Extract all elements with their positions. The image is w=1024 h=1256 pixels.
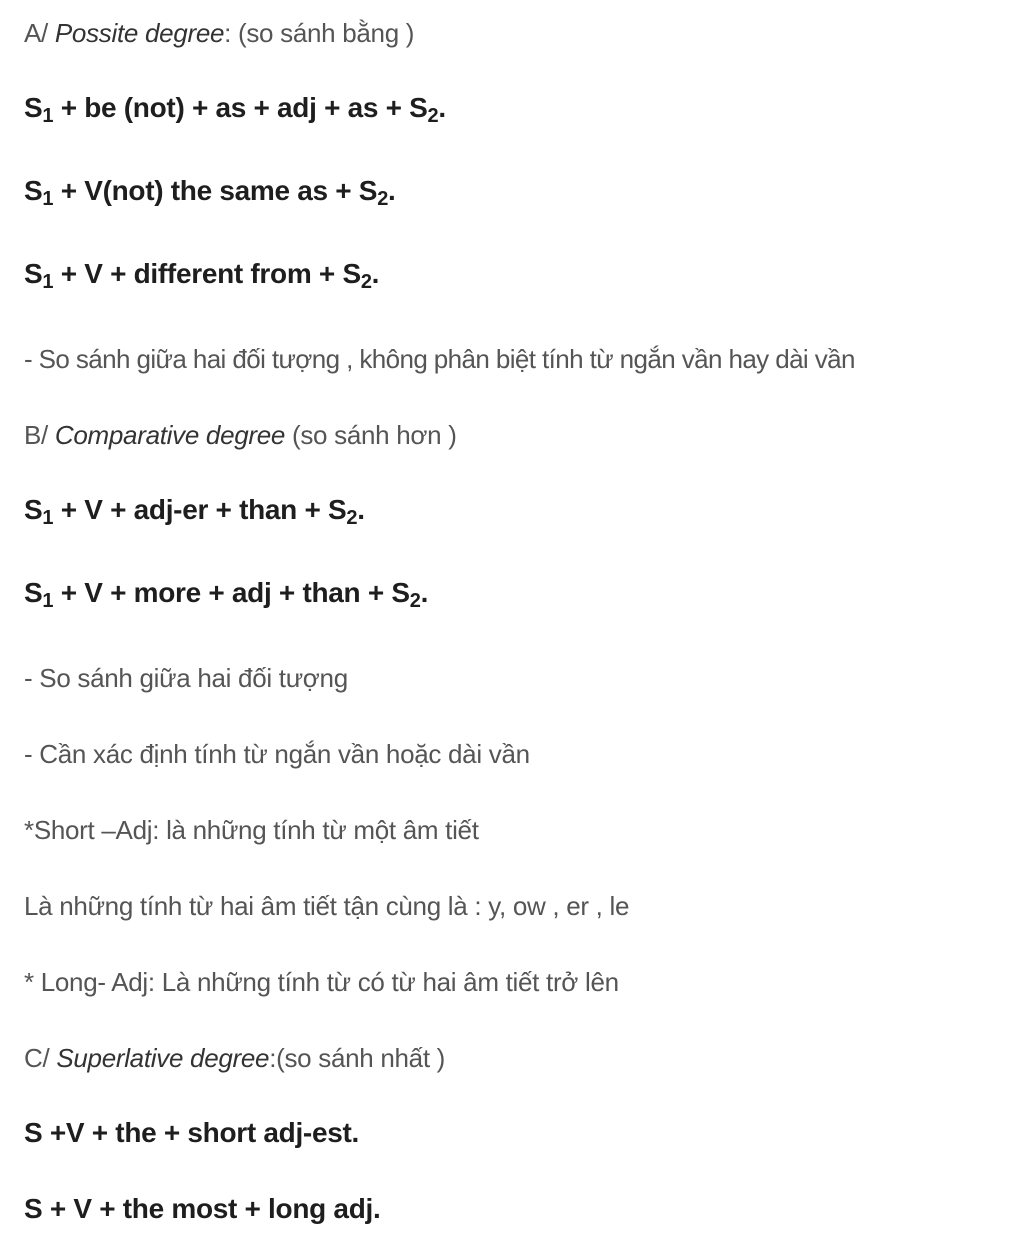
term-superlative-degree: Superlative degree [56, 1043, 270, 1073]
heading-possite-degree: A/ Possite degree: (so sánh bằng ) [24, 18, 415, 48]
formula-comparative-2: $S_1 + V$ + more + adj + than + $S_2$. [24, 577, 429, 612]
note-long-adj: * Long- Adj: Là những tính từ có từ hai âm tiết trở lên [24, 967, 619, 997]
note-comparative-2: - Cần xác định tính từ ngắn vần hoặc dài vần [24, 739, 530, 769]
note-possite: - So sánh giữa hai đối tượng , không phân biệt tính từ ngắn vần hay dài vần [24, 344, 855, 374]
heading-comparative-degree: B/ Comparative degree (so sánh hơn ) [24, 420, 457, 450]
formula-superlative-1: S +V + the + short adj-est. [24, 1117, 360, 1148]
formula-possite-1: $S_1$ + be (not) + as + adj + as + $S_2$. [24, 92, 446, 127]
formula-possite-3: $S_1 + V$ + different from + $S_2$. [24, 258, 380, 293]
heading-superlative-degree: C/ Superlative degree:(so sánh nhất ) [24, 1043, 446, 1073]
formula-possite-2: $S_1 + V(not)$ the same as + $S_2$. [24, 175, 396, 210]
term-comparative-degree: Comparative degree [54, 420, 286, 450]
note-short-adj: *Short –Adj: là những tính từ một âm tiết [24, 815, 479, 845]
note-short-adj-two-syllable: Là những tính từ hai âm tiết tận cùng là : y, ow , er , le [24, 891, 630, 921]
term-possite-degree: Possite degree [54, 18, 225, 48]
formula-superlative-2: S + V + the most + long adj. [24, 1193, 381, 1224]
formula-comparative-1: $S_1 + V + adj-er$ + than + $S_2$. [24, 494, 365, 529]
note-comparative-1: - So sánh giữa hai đối tượng [24, 663, 348, 693]
